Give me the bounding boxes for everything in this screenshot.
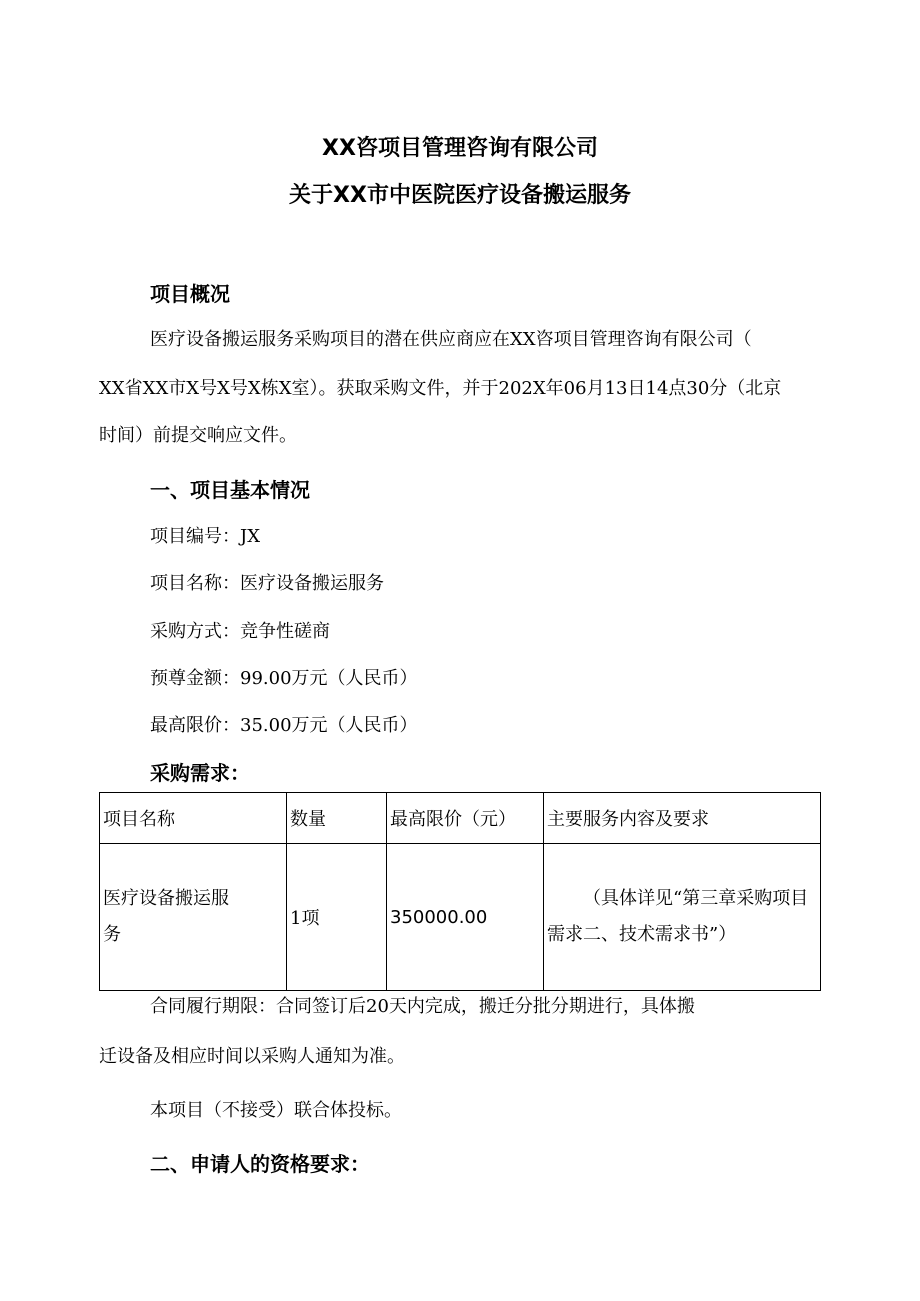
project-number: 项目编号：JX (150, 526, 261, 547)
document-title: 关于XX市中医院医疗设备搬运服务 (289, 183, 631, 208)
overview-text-line2: XX省XX市X号X号X栋X室）。获取采购文件，并于202X年06月13日14点30分（北京 (99, 378, 782, 399)
contract-term-line1: 合同履行期限：合同签订后20天内完成，搬迁分批分期进行，具体搬 (150, 996, 695, 1017)
contract-term-line2: 迁设备及相应时间以采购人通知为准。 (99, 1046, 405, 1067)
cell-content-line1: （具体详见“第三章采购项目 (583, 888, 809, 909)
header-project-name: 项目名称 (100, 793, 287, 844)
procurement-method: 采购方式：竞争性磋商 (150, 621, 330, 642)
cell-quantity: 1项 (287, 844, 387, 991)
project-name: 项目名称：医疗设备搬运服务 (150, 573, 384, 594)
table-row (100, 844, 821, 991)
section1-heading: 一、项目基本情况 (150, 478, 310, 502)
requirements-label: 采购需求： (150, 761, 250, 785)
overview-heading: 项目概况 (150, 282, 230, 306)
header-service-content: 主要服务内容及要求 (544, 793, 821, 844)
cell-price: 350000.00 (387, 844, 544, 991)
consortium-text: 本项目（不接受）联合体投标。 (150, 1100, 402, 1121)
budget-amount: 预尊金额：99.00万元（人民币） (150, 668, 418, 689)
section2-heading: 二、申请人的资格要求： (150, 1152, 370, 1176)
overview-text-line3: 时间）前提交响应文件。 (99, 425, 297, 446)
overview-text-line1: 医疗设备搬运服务采购项目的潜在供应商应在XX咨项目管理咨询有限公司（ (150, 329, 752, 350)
requirements-table (99, 792, 821, 991)
table-header-row (100, 793, 821, 844)
max-price: 最高限价：35.00万元（人民币） (150, 715, 418, 736)
cell-content-line2: 需求二、技术需求书”） (547, 924, 737, 945)
company-title: XX咨项目管理咨询有限公司 (322, 136, 598, 161)
header-quantity: 数量 (287, 793, 387, 844)
cell-project-name (100, 844, 287, 991)
cell-project-name-line2: 务 (103, 924, 121, 945)
cell-service-content (544, 844, 821, 991)
header-max-price: 最高限价（元） (387, 793, 544, 844)
cell-project-name-line1: 医疗设备搬运服 (103, 888, 229, 909)
